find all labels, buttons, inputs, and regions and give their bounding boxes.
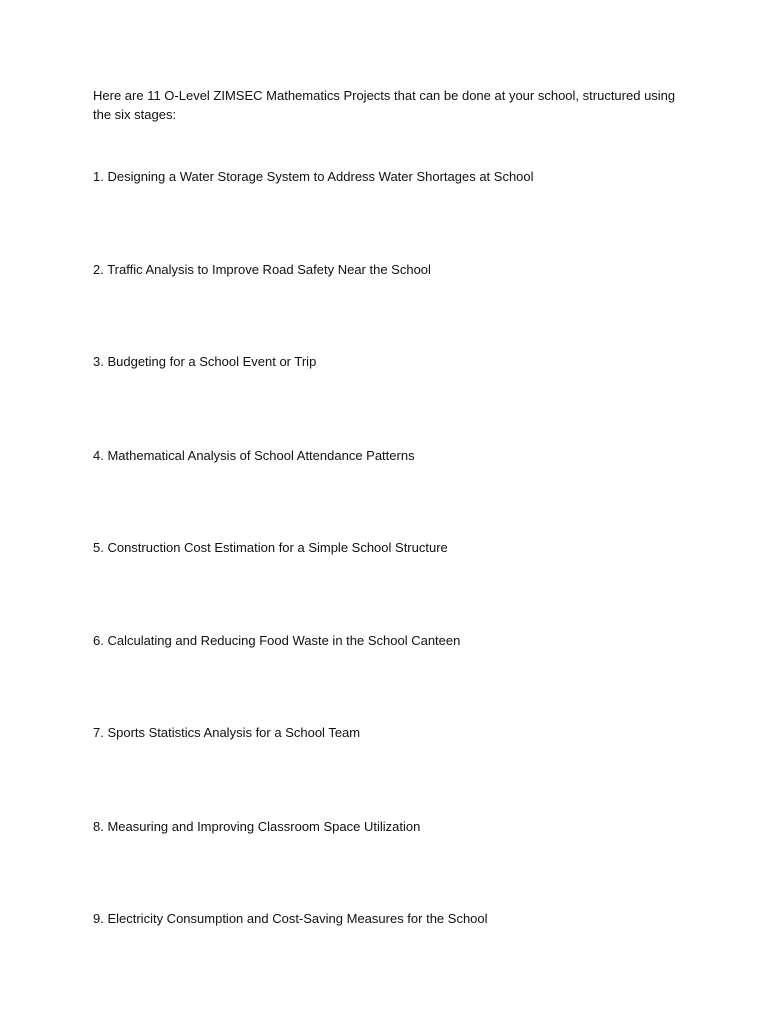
project-item-2: 2. Traffic Analysis to Improve Road Safety Near the School	[93, 262, 431, 277]
intro-paragraph: Here are 11 O-Level ZIMSEC Mathematics Projects that can be done at your school, structured using the six stages:	[93, 88, 676, 122]
project-item-4: 4. Mathematical Analysis of School Attendance Patterns	[93, 448, 415, 463]
project-item-6: 6. Calculating and Reducing Food Waste in the School Canteen	[93, 633, 461, 648]
project-item-1: 1. Designing a Water Storage System to Address Water Shortages at School	[93, 169, 534, 184]
project-item-5: 5. Construction Cost Estimation for a Simple School Structure	[93, 540, 448, 555]
project-item-9: 9. Electricity Consumption and Cost-Saving Measures for the School	[93, 911, 488, 926]
project-item-8: 8. Measuring and Improving Classroom Space Utilization	[93, 819, 421, 834]
project-item-3: 3. Budgeting for a School Event or Trip	[93, 354, 317, 369]
project-item-7: 7. Sports Statistics Analysis for a School Team	[93, 725, 361, 740]
